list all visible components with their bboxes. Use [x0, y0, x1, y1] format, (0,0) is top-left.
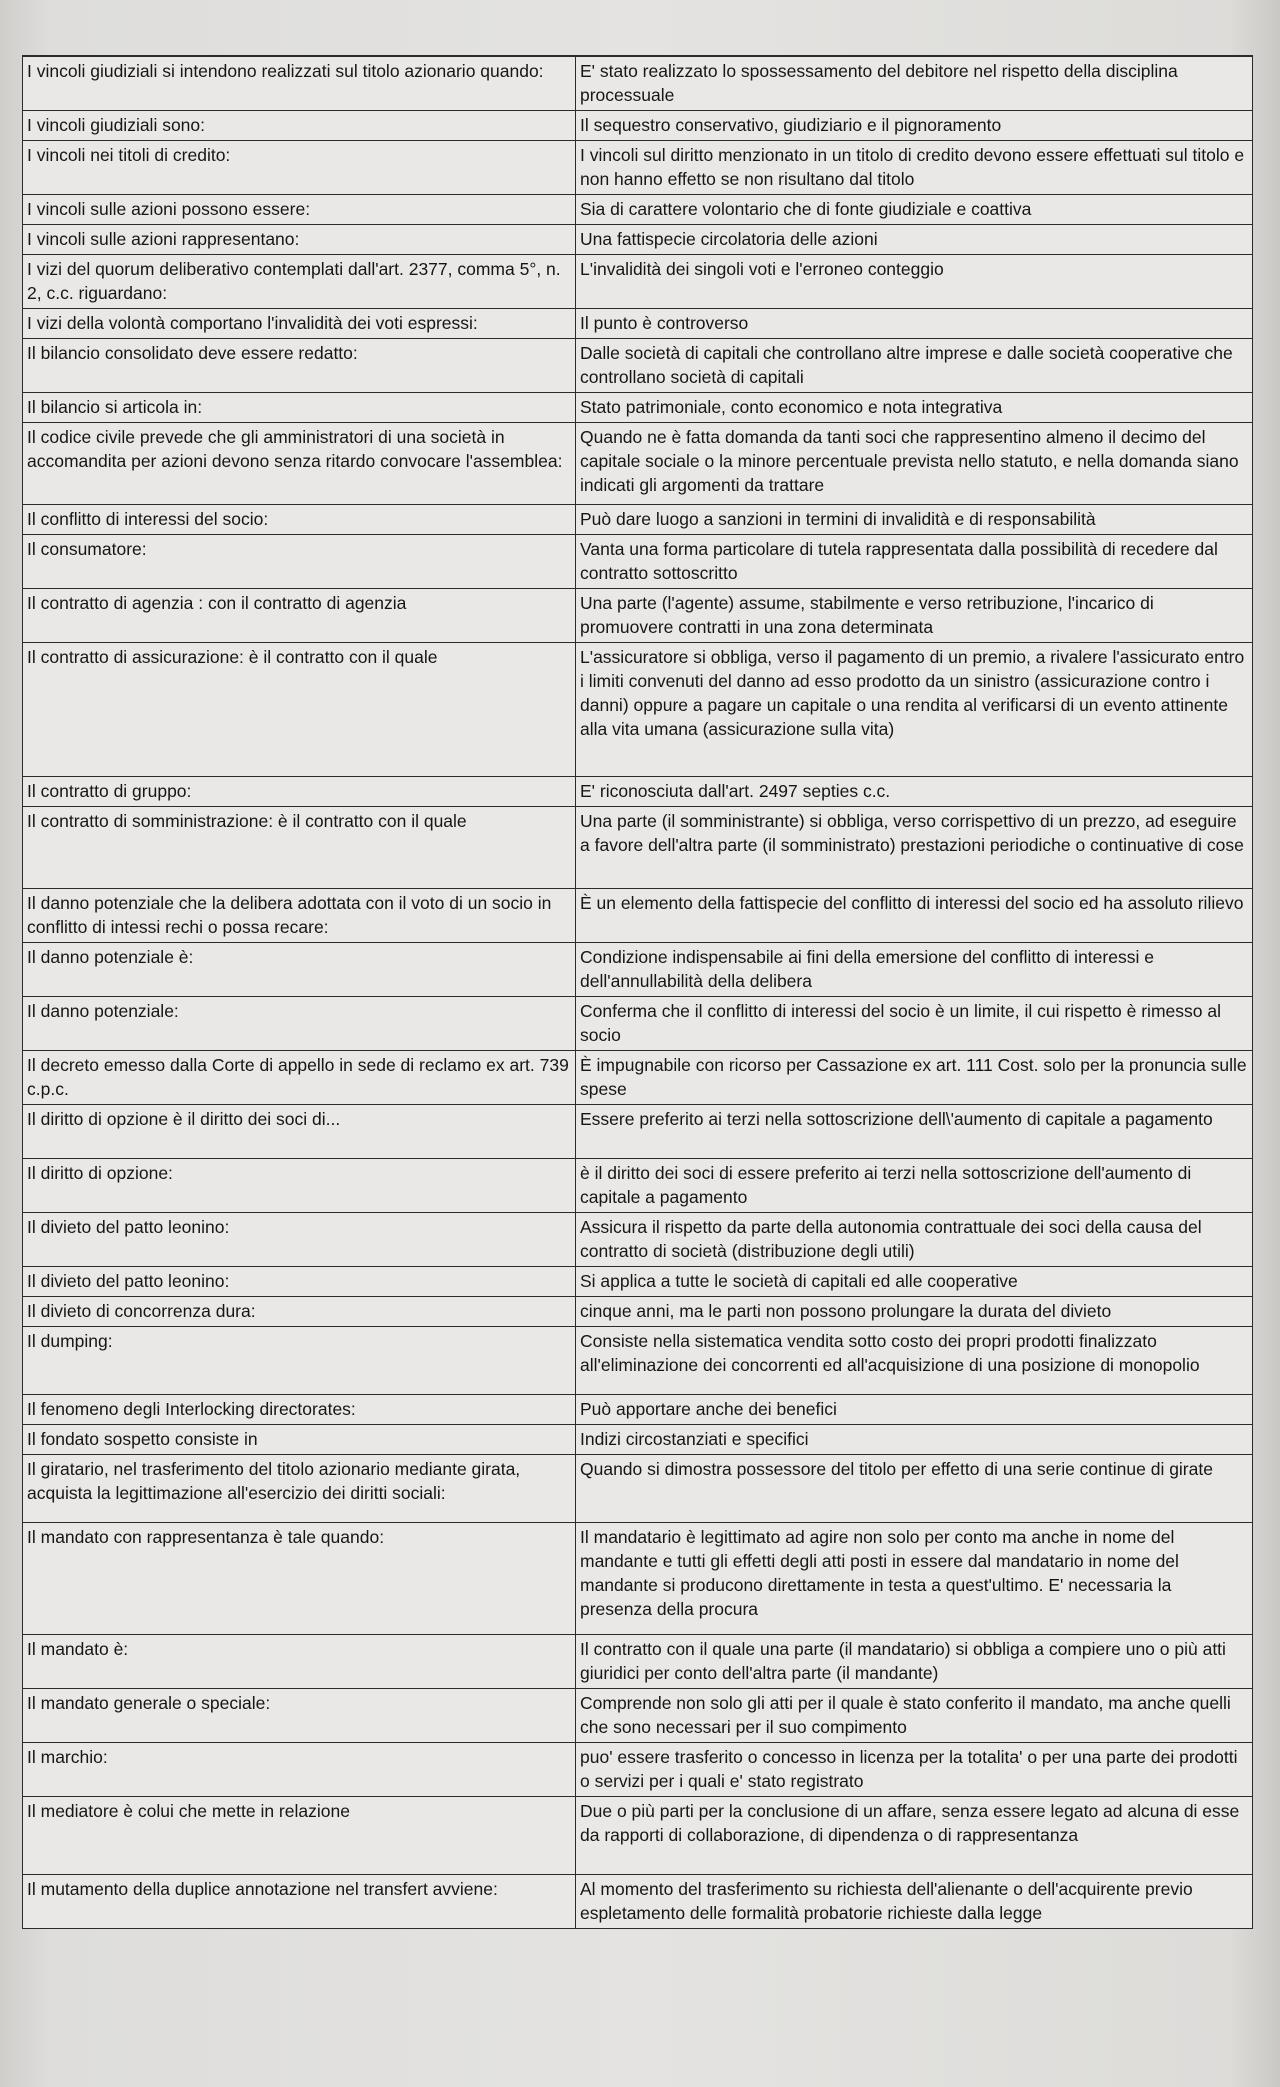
question-cell: Il diritto di opzione è il diritto dei soci di... [23, 1105, 576, 1159]
table-row [23, 1105, 1253, 1159]
question-cell: Il contratto di somministrazione: è il contratto con il quale [23, 807, 576, 889]
answer-cell: L'invalidità dei singoli voti e l'erroneo conteggio [576, 255, 1253, 309]
table-row [23, 111, 1253, 141]
answer-cell: Due o più parti per la conclusione di un affare, senza essere legato ad alcuna di esse da rapporti di collaborazione, di dipendenza o di rappresentanza [576, 1797, 1253, 1875]
qa-table [22, 55, 1253, 1929]
answer-cell: I vincoli sul diritto menzionato in un titolo di credito devono essere effettuati sul titolo e non hanno effetto se non risultano dal titolo [576, 141, 1253, 195]
question-cell: I vincoli giudiziali si intendono realizzati sul titolo azionario quando: [23, 56, 576, 111]
answer-cell: Condizione indispensabile ai fini della emersione del conflitto di interessi e dell'annullabilità della delibera [576, 943, 1253, 997]
question-cell: Il consumatore: [23, 535, 576, 589]
answer-cell: Conferma che il conflitto di interessi del socio è un limite, il cui rispetto è rimesso al socio [576, 997, 1253, 1051]
table-row [23, 339, 1253, 393]
table-row [23, 141, 1253, 195]
question-cell: Il fenomeno degli Interlocking directorates: [23, 1395, 576, 1425]
table-row [23, 1051, 1253, 1105]
table-row [23, 1875, 1253, 1929]
question-cell: Il danno potenziale: [23, 997, 576, 1051]
question-cell: Il mandato è: [23, 1635, 576, 1689]
table-row [23, 1743, 1253, 1797]
answer-cell: Comprende non solo gli atti per il quale è stato conferito il mandato, ma anche quelli che sono necessari per il suo compimento [576, 1689, 1253, 1743]
table-row [23, 1267, 1253, 1297]
table-row [23, 225, 1253, 255]
answer-cell: Si applica a tutte le società di capitali ed alle cooperative [576, 1267, 1253, 1297]
question-cell: Il contratto di assicurazione: è il contratto con il quale [23, 643, 576, 777]
question-cell: Il mandato con rappresentanza è tale quando: [23, 1523, 576, 1635]
table-row [23, 1689, 1253, 1743]
question-cell: Il divieto del patto leonino: [23, 1267, 576, 1297]
answer-cell: E' riconosciuta dall'art. 2497 septies c.c. [576, 777, 1253, 807]
question-cell: Il dumping: [23, 1327, 576, 1395]
question-cell: Il mediatore è colui che mette in relazione [23, 1797, 576, 1875]
question-cell: Il divieto di concorrenza dura: [23, 1297, 576, 1327]
table-row [23, 535, 1253, 589]
table-row [23, 1797, 1253, 1875]
answer-cell: Il punto è controverso [576, 309, 1253, 339]
answer-cell: Consiste nella sistematica vendita sotto costo dei propri prodotti finalizzato all'eliminazione dei concorrenti ed all'acquisizione di una posizione di monopolio [576, 1327, 1253, 1395]
question-cell: Il danno potenziale che la delibera adottata con il voto di un socio in conflitto di intessi rechi o possa recare: [23, 889, 576, 943]
question-cell: Il fondato sospetto consiste in [23, 1425, 576, 1455]
answer-cell: Indizi circostanziati e specifici [576, 1425, 1253, 1455]
table-row [23, 1159, 1253, 1213]
answer-cell: Essere preferito ai terzi nella sottoscrizione dell\'aumento di capitale a pagamento [576, 1105, 1253, 1159]
answer-cell: Vanta una forma particolare di tutela rappresentata dalla possibilità di recedere dal contratto sottoscritto [576, 535, 1253, 589]
answer-cell: Il contratto con il quale una parte (il mandatario) si obbliga a compiere uno o più atti giuridici per conto dell'altra parte (il mandante) [576, 1635, 1253, 1689]
table-row [23, 505, 1253, 535]
answer-cell: Quando ne è fatta domanda da tanti soci che rappresentino almeno il decimo del capitale sociale o la minore percentuale prevista nello statuto, e nella domanda siano indicati gli argomenti da trattare [576, 423, 1253, 505]
answer-cell: Assicura il rispetto da parte della autonomia contrattuale dei soci della causa del contratto di società (distribuzione degli utili) [576, 1213, 1253, 1267]
table-row [23, 309, 1253, 339]
table-row [23, 997, 1253, 1051]
table-row [23, 1395, 1253, 1425]
table-row [23, 195, 1253, 225]
answer-cell: Può dare luogo a sanzioni in termini di invalidità e di responsabilità [576, 505, 1253, 535]
question-cell: Il contratto di agenzia : con il contratto di agenzia [23, 589, 576, 643]
answer-cell: Sia di carattere volontario che di fonte giudiziale e coattiva [576, 195, 1253, 225]
answer-cell: L'assicuratore si obbliga, verso il pagamento di un premio, a rivalere l'assicurato entro i limiti convenuti del danno ad esso prodotto da un sinistro (assicurazione contro i danni) oppure a pagare un capitale o una rendita al verificarsi di un evento attinente alla vita umana (assicurazione sulla vita) [576, 643, 1253, 777]
table-row [23, 1523, 1253, 1635]
answer-cell: Una fattispecie circolatoria delle azioni [576, 225, 1253, 255]
table-row [23, 889, 1253, 943]
question-cell: Il diritto di opzione: [23, 1159, 576, 1213]
question-cell: I vincoli sulle azioni rappresentano: [23, 225, 576, 255]
question-cell: Il divieto del patto leonino: [23, 1213, 576, 1267]
table-row [23, 943, 1253, 997]
question-cell: Il bilancio si articola in: [23, 393, 576, 423]
answer-cell: Dalle società di capitali che controllano altre imprese e dalle società cooperative che controllano società di capitali [576, 339, 1253, 393]
table-row [23, 1297, 1253, 1327]
table-row [23, 1213, 1253, 1267]
question-cell: I vincoli giudiziali sono: [23, 111, 576, 141]
question-cell: Il contratto di gruppo: [23, 777, 576, 807]
table-row [23, 255, 1253, 309]
question-cell: Il decreto emesso dalla Corte di appello in sede di reclamo ex art. 739 c.p.c. [23, 1051, 576, 1105]
table-row [23, 1455, 1253, 1523]
question-cell: Il marchio: [23, 1743, 576, 1797]
question-cell: I vizi del quorum deliberativo contemplati dall'art. 2377, comma 5°, n. 2, c.c. riguardano: [23, 255, 576, 309]
question-cell: Il mutamento della duplice annotazione nel transfert avviene: [23, 1875, 576, 1929]
answer-cell: È impugnabile con ricorso per Cassazione ex art. 111 Cost. solo per la pronuncia sulle spese [576, 1051, 1253, 1105]
answer-cell: Il mandatario è legittimato ad agire non solo per conto ma anche in nome del mandante e tutti gli effetti degli atti posti in essere dal mandatario in nome del mandante si producono direttamente in testa a quest'ultimo. E' necessaria la presenza della procura [576, 1523, 1253, 1635]
answer-cell: Quando si dimostra possessore del titolo per effetto di una serie continue di girate [576, 1455, 1253, 1523]
answer-cell: Una parte (l'agente) assume, stabilmente e verso retribuzione, l'incarico di promuovere contratti in una zona determinata [576, 589, 1253, 643]
question-cell: Il bilancio consolidato deve essere redatto: [23, 339, 576, 393]
table-row [23, 777, 1253, 807]
answer-cell: Al momento del trasferimento su richiesta dell'alienante o dell'acquirente previo espletamento delle formalità probatorie richieste dalla legge [576, 1875, 1253, 1929]
question-cell: I vincoli nei titoli di credito: [23, 141, 576, 195]
table-row [23, 423, 1253, 505]
question-cell: Il danno potenziale è: [23, 943, 576, 997]
question-cell: I vizi della volontà comportano l'invalidità dei voti espressi: [23, 309, 576, 339]
answer-cell: Stato patrimoniale, conto economico e nota integrativa [576, 393, 1253, 423]
question-cell: Il giratario, nel trasferimento del titolo azionario mediante girata, acquista la legittimazione all'esercizio dei diritti sociali: [23, 1455, 576, 1523]
table-row [23, 807, 1253, 889]
table-row [23, 393, 1253, 423]
answer-cell: è il diritto dei soci di essere preferito ai terzi nella sottoscrizione dell'aumento di capitale a pagamento [576, 1159, 1253, 1213]
question-cell: I vincoli sulle azioni possono essere: [23, 195, 576, 225]
answer-cell: puo' essere trasferito o concesso in licenza per la totalita' o per una parte dei prodotti o servizi per i quali e' stato registrato [576, 1743, 1253, 1797]
table-row [23, 589, 1253, 643]
question-cell: Il codice civile prevede che gli amministratori di una società in accomandita per azioni devono senza ritardo convocare l'assemblea: [23, 423, 576, 505]
table-row [23, 56, 1253, 111]
answer-cell: Può apportare anche dei benefici [576, 1395, 1253, 1425]
question-cell: Il mandato generale o speciale: [23, 1689, 576, 1743]
answer-cell: E' stato realizzato lo spossessamento del debitore nel rispetto della disciplina processuale [576, 56, 1253, 111]
question-cell: Il conflitto di interessi del socio: [23, 505, 576, 535]
table-row [23, 1327, 1253, 1395]
qa-table-body [23, 56, 1253, 1929]
answer-cell: cinque anni, ma le parti non possono prolungare la durata del divieto [576, 1297, 1253, 1327]
answer-cell: Il sequestro conservativo, giudiziario e il pignoramento [576, 111, 1253, 141]
answer-cell: Una parte (il somministrante) si obbliga, verso corrispettivo di un prezzo, ad eseguire a favore dell'altra parte (il somministrato) prestazioni periodiche o continuative di cose [576, 807, 1253, 889]
answer-cell: È un elemento della fattispecie del conflitto di interessi del socio ed ha assoluto rilievo [576, 889, 1253, 943]
table-row [23, 1425, 1253, 1455]
table-row [23, 643, 1253, 777]
table-row [23, 1635, 1253, 1689]
